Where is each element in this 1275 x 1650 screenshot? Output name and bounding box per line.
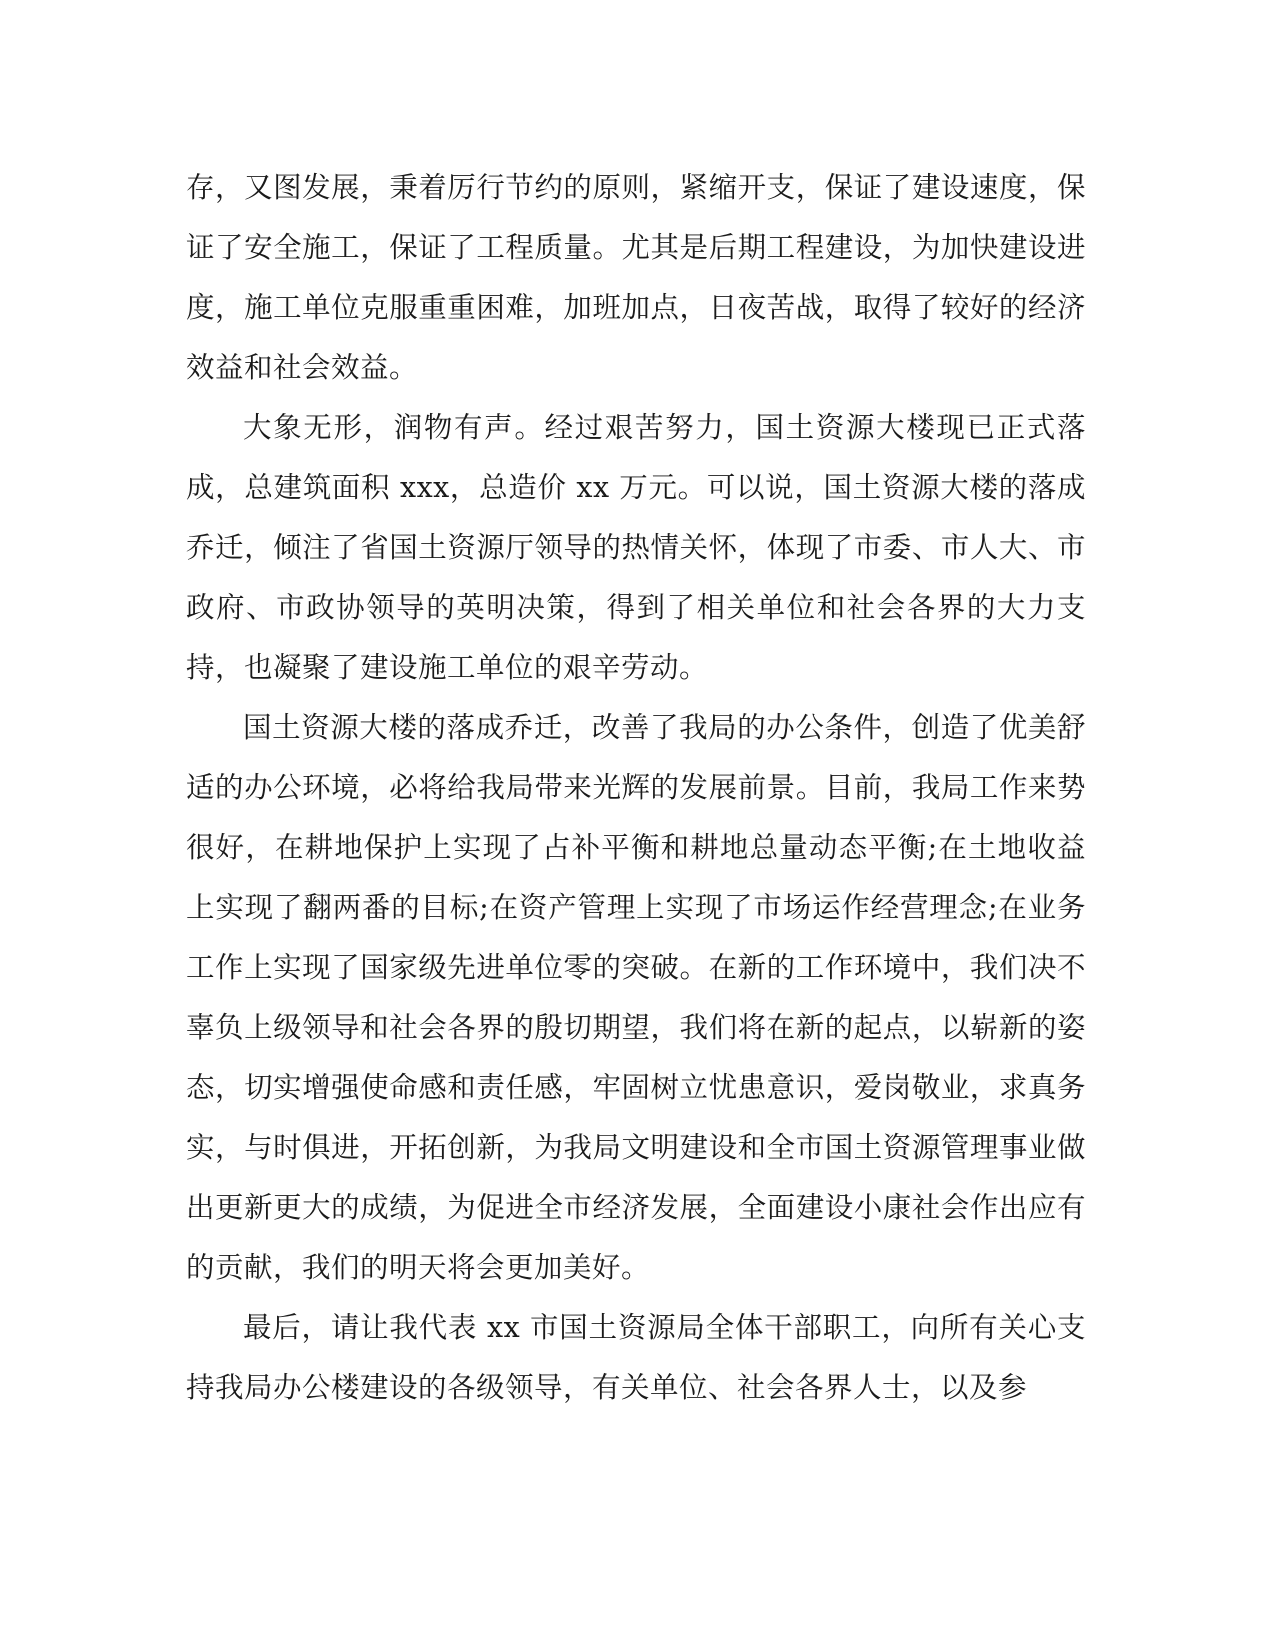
paragraph-building-completion: 大象无形，润物有声。经过艰苦努力，国土资源大楼现已正式落成，总建筑面积 xxx，总造价 xx 万元。可以说，国土资源大楼的落成乔迁，倾注了省国土资源厅领导的热情关怀，体现了市委、市人大、市政府、市政协领导的英明决策，得到了相关单位和社会各界的大力支持，也凝聚了建设施工单位的艰辛劳动。 [186, 411, 1086, 684]
document-body [186, 158, 1086, 1418]
paragraph-work-outlook: 国土资源大楼的落成乔迁，改善了我局的办公条件，创造了优美舒适的办公环境，必将给我局带来光辉的发展前景。目前，我局工作来势很好，在耕地保护上实现了占补平衡和耕地总量动态平衡;在土地收益上实现了翻两番的目标;在资产管理上实现了市场运作经营理念;在业务工作上实现了国家级先进单位零的突破。在新的工作环境中，我们决不辜负上级领导和社会各界的殷切期望，我们将在新的起点，以崭新的姿态，切实增强使命感和责任感，牢固树立忧患意识，爱岗敬业，求真务实，与时俱进，开拓创新，为我局文明建设和全市国土资源管理事业做出更新更大的成绩，为促进全市经济发展，全面建设小康社会作出应有的贡献，我们的明天将会更加美好。 [186, 711, 1086, 1284]
paragraph-closing-thanks: 最后，请让我代表 xx 市国土资源局全体干部职工，向所有关心支持我局办公楼建设的各级领导，有关单位、社会各界人士，以及参 [186, 1311, 1086, 1404]
paragraph-continuation: 存，又图发展，秉着厉行节约的原则，紧缩开支，保证了建设速度，保证了安全施工，保证了工程质量。尤其是后期工程建设，为加快建设进度，施工单位克服重重困难，加班加点，日夜苦战，取得了较好的经济效益和社会效益。 [186, 171, 1086, 384]
